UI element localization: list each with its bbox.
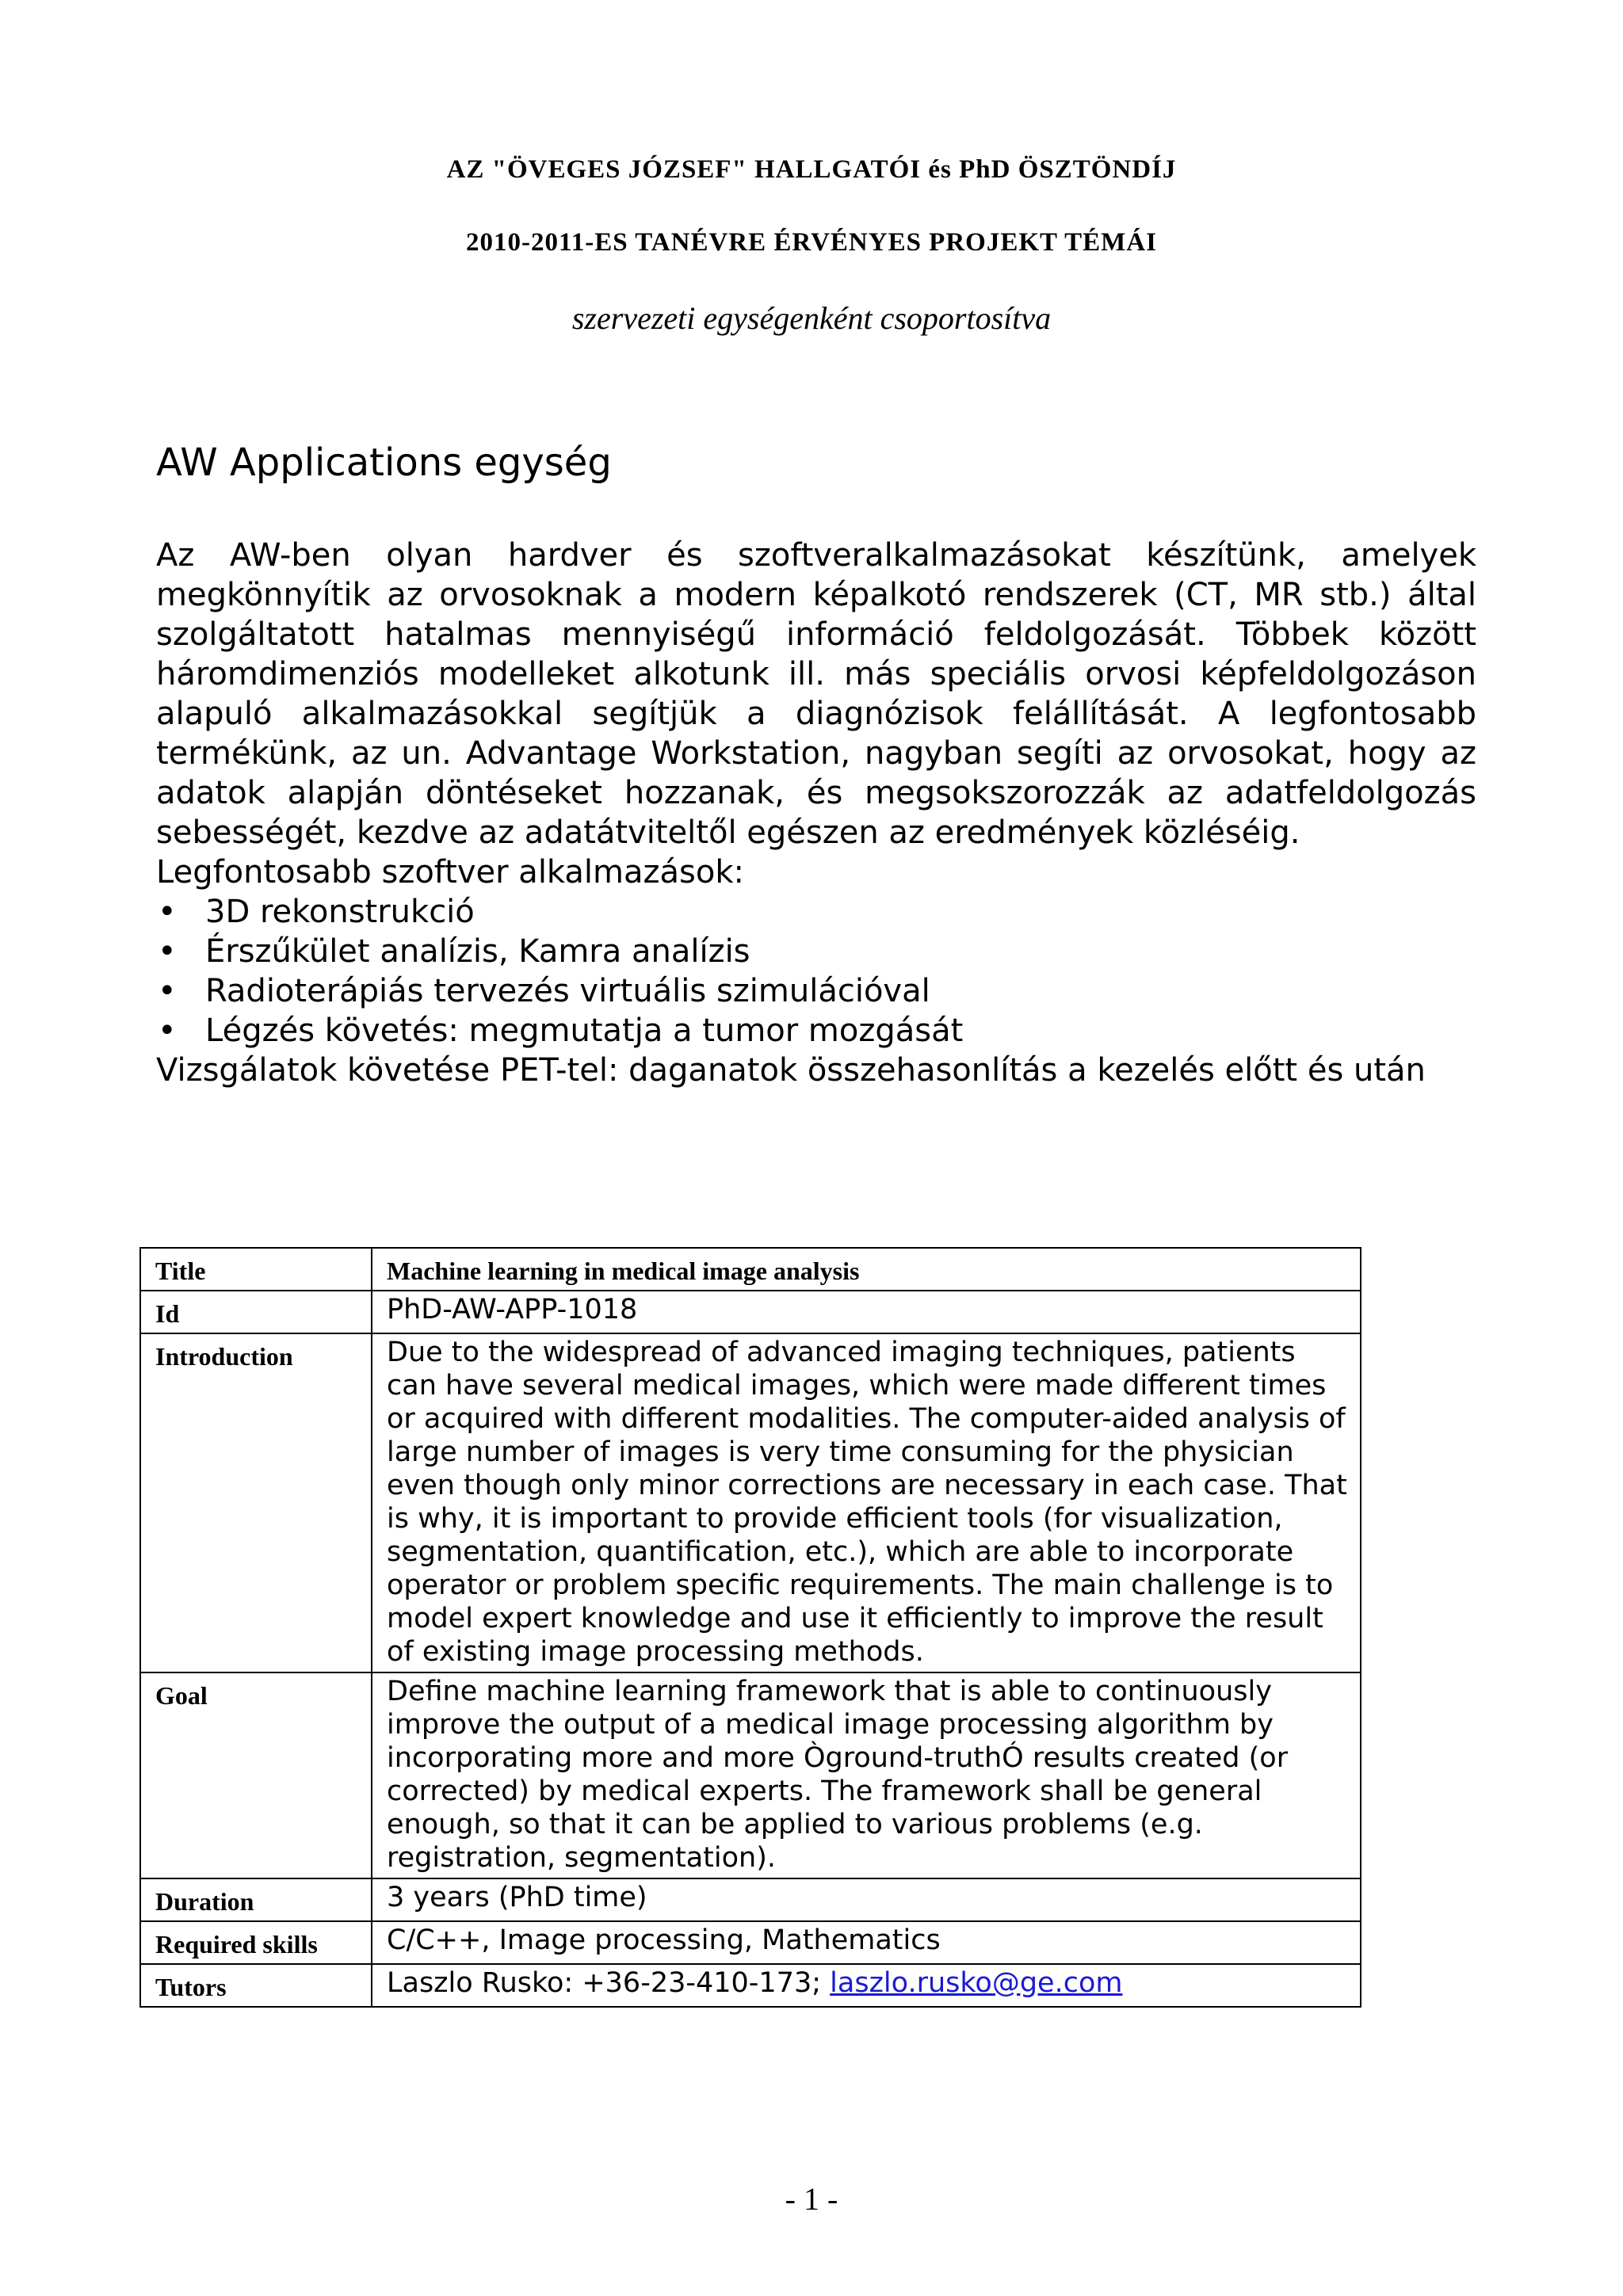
bullet-icon: • <box>158 1013 177 1049</box>
header-line-2: 2010-2011-ES TANÉVRE ÉRVÉNYES PROJEKT TÉMÁI <box>466 228 1157 257</box>
title-value: Machine learning in medical image analysis <box>372 1248 1361 1291</box>
tutor-email-link[interactable]: laszlo.rusko@ge.com <box>830 1967 1123 1999</box>
introduction-label: Introduction <box>140 1333 372 1672</box>
id-label: Id <box>140 1291 372 1333</box>
title-label: Title <box>140 1248 372 1291</box>
tutor-contact: Laszlo Rusko: +36-23-410-173; <box>387 1967 831 1999</box>
list-item: • Érszűkület analízis, Kamra analízis <box>158 933 750 970</box>
tutors-value <box>372 1964 1361 2007</box>
project-table <box>139 1247 1361 2008</box>
required-skills-value: C/C++, Image processing, Mathematics <box>372 1921 1361 1964</box>
bullet-icon: • <box>158 973 177 1009</box>
bullet-icon: • <box>158 933 177 970</box>
table-row <box>140 1291 1361 1333</box>
introduction-value: Due to the widespread of advanced imaging techniques, patients can have several medical images, which were made different times or acquired with different modalities. The computer-aided analysis of large number of images is very time consuming for the physician even though only minor corrections are necessary in each case. That is why, it is important to provide efficient tools (for visualization, segmentation, quantification, etc.), which are able to incorporate operator or problem specific requirements. The main challenge is to model expert knowledge and use it efficiently to improve the result of existing image processing methods. <box>372 1333 1361 1672</box>
goal-label: Goal <box>140 1672 372 1878</box>
list-item: • Légzés követés: megmutatja a tumor mozgását <box>158 1013 964 1049</box>
list-item: • Radioterápiás tervezés virtuális szimulációval <box>158 973 930 1009</box>
application-list <box>156 892 1476 1051</box>
table-row <box>140 1878 1361 1921</box>
page-number: - 1 - <box>785 2181 838 2217</box>
duration-value: 3 years (PhD time) <box>372 1878 1361 1921</box>
section-paragraph: Az AW-ben olyan hardver és szoftveralkalmazásokat készítünk, amelyek megkönnyítik az orvosoknak a modern képalkotó rendszerek (CT, MR stb.) által szolgáltatott hatalmas mennyiségű információ feldolgozását. Többek között háromdimenziós modelleket alkotunk ill. más speciális orvosi képfeldolgozáson alapuló alkalmazásokkal segítjük a diagnózisok felállítását. A legfontosabb termékünk, az un. Advantage Workstation, nagyban segíti az orvosokat, hogy az adatok alapján döntéseket hozzanak, és megsokszorozzák az adatfeldolgozás sebességét, kezdve az adatátviteltől egészen az eredmények közléséig. <box>156 537 1476 851</box>
header-line-1: AZ "ÖVEGES JÓZSEF" HALLGATÓI és PhD ÖSZTÖNDÍJ <box>446 155 1177 184</box>
table-row <box>140 1248 1361 1291</box>
bullet-icon: • <box>158 894 177 930</box>
id-value: PhD-AW-APP-1018 <box>372 1291 1361 1333</box>
section-title: AW Applications egység <box>156 441 612 485</box>
section-body <box>156 536 1476 1090</box>
table-row <box>140 1964 1361 2007</box>
list-item: • 3D rekonstrukció <box>158 894 475 930</box>
header-subtitle: szervezeti egységenként csoportosítva <box>571 300 1052 336</box>
duration-label: Duration <box>140 1878 372 1921</box>
required-skills-label: Required skills <box>140 1921 372 1964</box>
closing-text: Vizsgálatok követése PET-tel: daganatok összehasonlítás a kezelés előtt és után <box>156 1052 1426 1089</box>
goal-value: Define machine learning framework that is able to continuously improve the output of a medical image processing algorithm by incorporating more and more Òground-truthÓ results created (or corrected) by medical experts. The framework shall be general enough, so that it can be applied to various problems (e.g. registration, segmentation). <box>372 1672 1361 1878</box>
table-row <box>140 1921 1361 1964</box>
table-row <box>140 1672 1361 1878</box>
table-row <box>140 1333 1361 1672</box>
tutors-label: Tutors <box>140 1964 372 2007</box>
list-heading: Legfontosabb szoftver alkalmazások: <box>156 854 744 891</box>
